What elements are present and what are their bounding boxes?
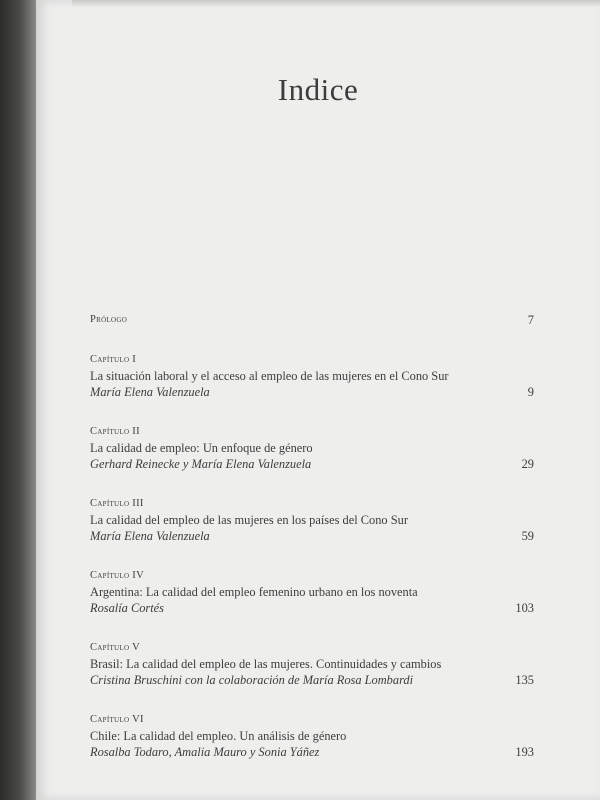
chapter-author: María Elena Valenzuela bbox=[90, 529, 210, 543]
chapter-author: Rosalba Todaro, Amalia Mauro y Sonia Yáñez bbox=[90, 745, 320, 759]
chapter-author: Cristina Bruschini con la colaboración de María Rosa Lombardi bbox=[90, 673, 414, 687]
chapter-label: Capítulo V bbox=[90, 642, 140, 653]
toc-entry-chapter-2 bbox=[90, 424, 534, 472]
chapter-label: Capítulo III bbox=[90, 498, 144, 509]
chapter-author: Gerhard Reinecke y María Elena Valenzuela bbox=[90, 457, 312, 471]
page-number: 193 bbox=[515, 745, 534, 759]
page-number: 103 bbox=[515, 601, 534, 615]
chapter-title: La situación laboral y el acceso al empleo de las mujeres en el Cono Sur bbox=[90, 369, 449, 383]
chapter-title: Chile: La calidad del empleo. Un análisis de género bbox=[90, 729, 347, 743]
page-number: 135 bbox=[515, 673, 534, 687]
book-page bbox=[36, 0, 600, 800]
page-number: 29 bbox=[521, 457, 534, 471]
page-number: 9 bbox=[527, 385, 534, 399]
page-top-edge bbox=[72, 0, 600, 8]
toc-entry-chapter-1 bbox=[90, 352, 534, 400]
toc-entry-chapter-3 bbox=[90, 496, 534, 544]
page-title: Indice bbox=[277, 72, 359, 107]
prologue-label: Prólogo bbox=[90, 314, 128, 325]
page-number: 59 bbox=[521, 529, 534, 543]
table-of-contents bbox=[90, 310, 534, 784]
toc-entry-chapter-4 bbox=[90, 568, 534, 616]
chapter-title: Argentina: La calidad del empleo femenino urbano en los noventa bbox=[90, 585, 418, 599]
chapter-author: Rosalía Cortés bbox=[90, 601, 165, 615]
chapter-title: La calidad de empleo: Un enfoque de género bbox=[90, 441, 313, 455]
chapter-title: Brasil: La calidad del empleo de las mujeres. Continuidades y cambios bbox=[90, 657, 442, 671]
chapter-author: María Elena Valenzuela bbox=[90, 385, 210, 399]
chapter-label: Capítulo I bbox=[90, 354, 137, 365]
chapter-label: Capítulo IV bbox=[90, 570, 144, 581]
chapter-label: Capítulo II bbox=[90, 426, 140, 437]
toc-entry-prologue bbox=[90, 310, 534, 328]
chapter-label: Capítulo VI bbox=[90, 714, 144, 725]
toc-entry-chapter-6 bbox=[90, 712, 534, 760]
page-number: 7 bbox=[527, 313, 534, 327]
book-binding-edge bbox=[0, 0, 36, 800]
chapter-title: La calidad del empleo de las mujeres en los países del Cono Sur bbox=[90, 513, 408, 527]
toc-entry-chapter-5 bbox=[90, 640, 534, 688]
